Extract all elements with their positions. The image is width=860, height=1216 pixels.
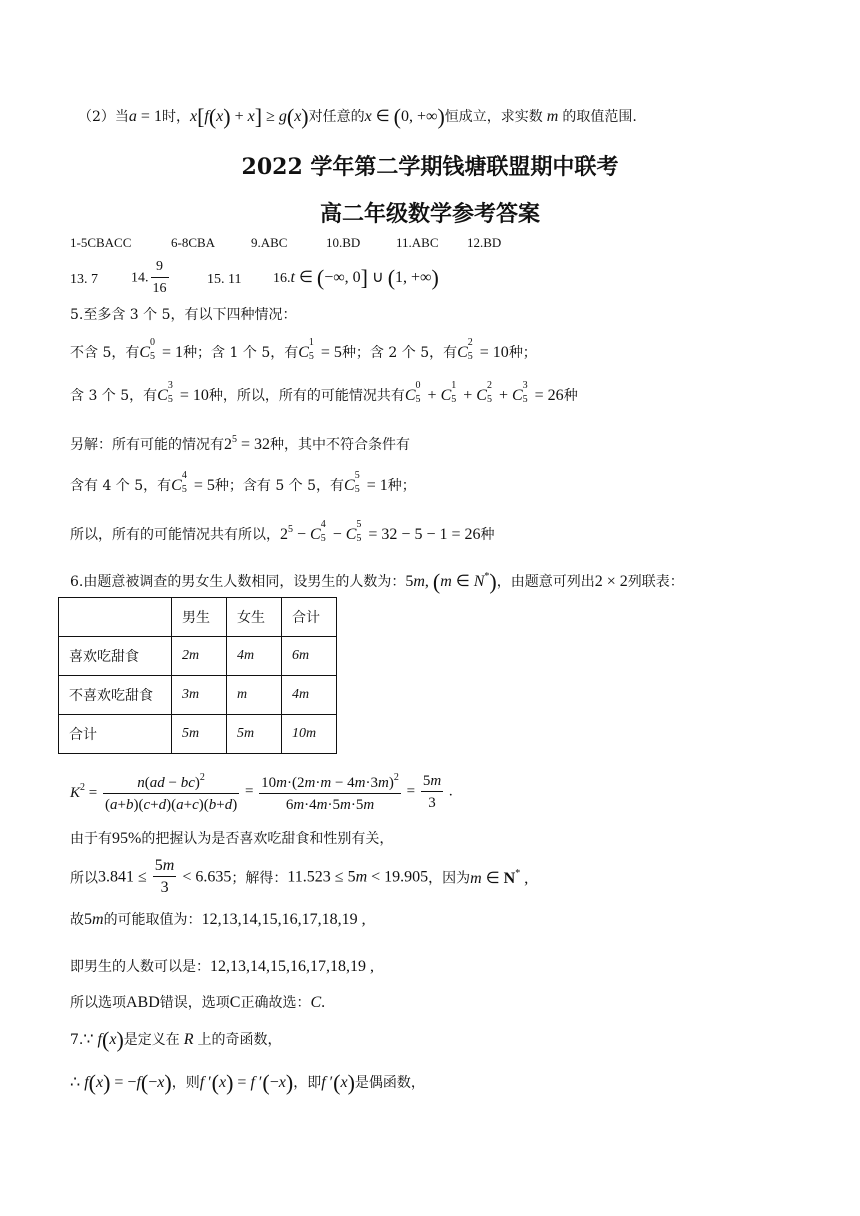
answer-13: 13. 7 [70, 272, 98, 287]
table-cell: 喜欢吃甜食 [59, 637, 172, 676]
sol5-line5: 含有 4 个 5，有C 4 5 = 5种；含有 5 个 5，有C 5 5 = 1种； [70, 470, 416, 495]
table-row [59, 715, 337, 754]
sol6-confidence: 由于有95%的把握认为是否喜欢吃甜食和性别有关， [70, 830, 394, 847]
table-cell: m [227, 676, 282, 715]
table-cell: 6m [282, 637, 337, 676]
answer-9: 9.ABC [251, 235, 288, 250]
sol5-intro: 5.至多含 3 个 5，有以下四种情况： [70, 307, 297, 323]
table-row [59, 637, 337, 676]
answer-14: 14. $\frac{9}{16}$ [131, 259, 167, 296]
table-row [59, 676, 337, 715]
table-cell: 男生 [172, 598, 227, 637]
table-header-row [59, 598, 337, 637]
table-cell: 合计 [282, 598, 337, 637]
table-cell: 4m [282, 676, 337, 715]
sol5-line3: 含 3 个 5，有C 3 5 = 10种，所以，所有的可能情况共有C 0 5 + C 1 5 + C 2 5 + C 3 5 = 26种 [70, 380, 578, 405]
table-cell: 2m [172, 637, 227, 676]
document-subtitle: 高二年级数学参考答案 [319, 201, 540, 227]
sol6-conclusion: 所以选项ABD错误，选项C正确故选：C. [70, 994, 326, 1011]
question-line: （2）当a = 1时，x[f(x) + x] ≥ g(x)对任意的x ∈ (0, +∞)恒成立，求实数 m 的取值范围. [78, 104, 637, 129]
table-cell: 3m [172, 676, 227, 715]
answer-15: 15. 11 [207, 272, 242, 287]
sol6-intro: 6.由题意被调查的男女生人数相同，设男生的人数为：5m, (m ∈ N*)，由题意可列出2 × 2列联表： [70, 569, 684, 594]
table-cell: 5m [227, 715, 282, 754]
sol7-line1: 7.∵ f(x)是定义在 R 上的奇函数， [70, 1027, 282, 1052]
sol7-line2: ∴ f(x) = −f(−x)，则f ′(x) = f ′(−x)，即f ′(x)是偶函数， [70, 1070, 425, 1095]
sol6-boys: 即男生的人数可以是：12,13,14,15,16,17,18,19 , [70, 958, 374, 975]
answer-12: 12.BD [467, 235, 502, 250]
table-cell [59, 598, 172, 637]
table-cell: 4m [227, 637, 282, 676]
document-title: 2022 学年第二学期钱塘联盟期中联考 [241, 154, 619, 180]
table-cell: 5m [172, 715, 227, 754]
answer-16: 16.t ∈ (−∞, 0] ∪ (1, +∞) [273, 265, 439, 290]
sol5-line4: 另解：所有可能的情况有$2^5 = 32$种，其中不符合条件有 [70, 434, 411, 453]
table-cell: 不喜欢吃甜食 [59, 676, 172, 715]
sol5-line2: 不含 5，有C 0 5 = 1种；含 1 个 5，有C 1 5 = 5种；含 2 个 5，有C 2 5 = 10种； [70, 337, 537, 362]
sol6-range: 所以3.841 ≤ $\frac{5m}{3}$ < 6.635；解得：11.523 ≤ 5m < 19.905，因为m ∈ N* , [70, 857, 529, 896]
table-cell: 10m [282, 715, 337, 754]
k-squared-formula: $K^2$ = $\frac{n(ad - bc)^2}{(a+b)(c+d)(a+c)(b+d)}$ = $\frac{10m\cdot(2m\cdot m - 4m\cdot 3m)^2}{6m\cdot 4m\cdot 5m\cdot 5m}$ = $\frac{5m}{3}$ . [70, 768, 453, 816]
table-cell: 女生 [227, 598, 282, 637]
contingency-table [58, 597, 337, 754]
sol6-values: 故5m的可能取值为：12,13,14,15,16,17,18,19 , [70, 911, 366, 928]
answer-1-5: 1-5CBACC [70, 235, 132, 250]
answer-10: 10.BD [326, 235, 361, 250]
answer-6-8: 6-8CBA [171, 235, 216, 250]
sol5-line6: 所以，所有的可能情况共有所以，$2^5 - C$ 4 5 − C 5 5 = 32 − 5 − 1 = 26种 [70, 519, 495, 544]
table-cell: 合计 [59, 715, 172, 754]
answer-11: 11.ABC [396, 235, 439, 250]
